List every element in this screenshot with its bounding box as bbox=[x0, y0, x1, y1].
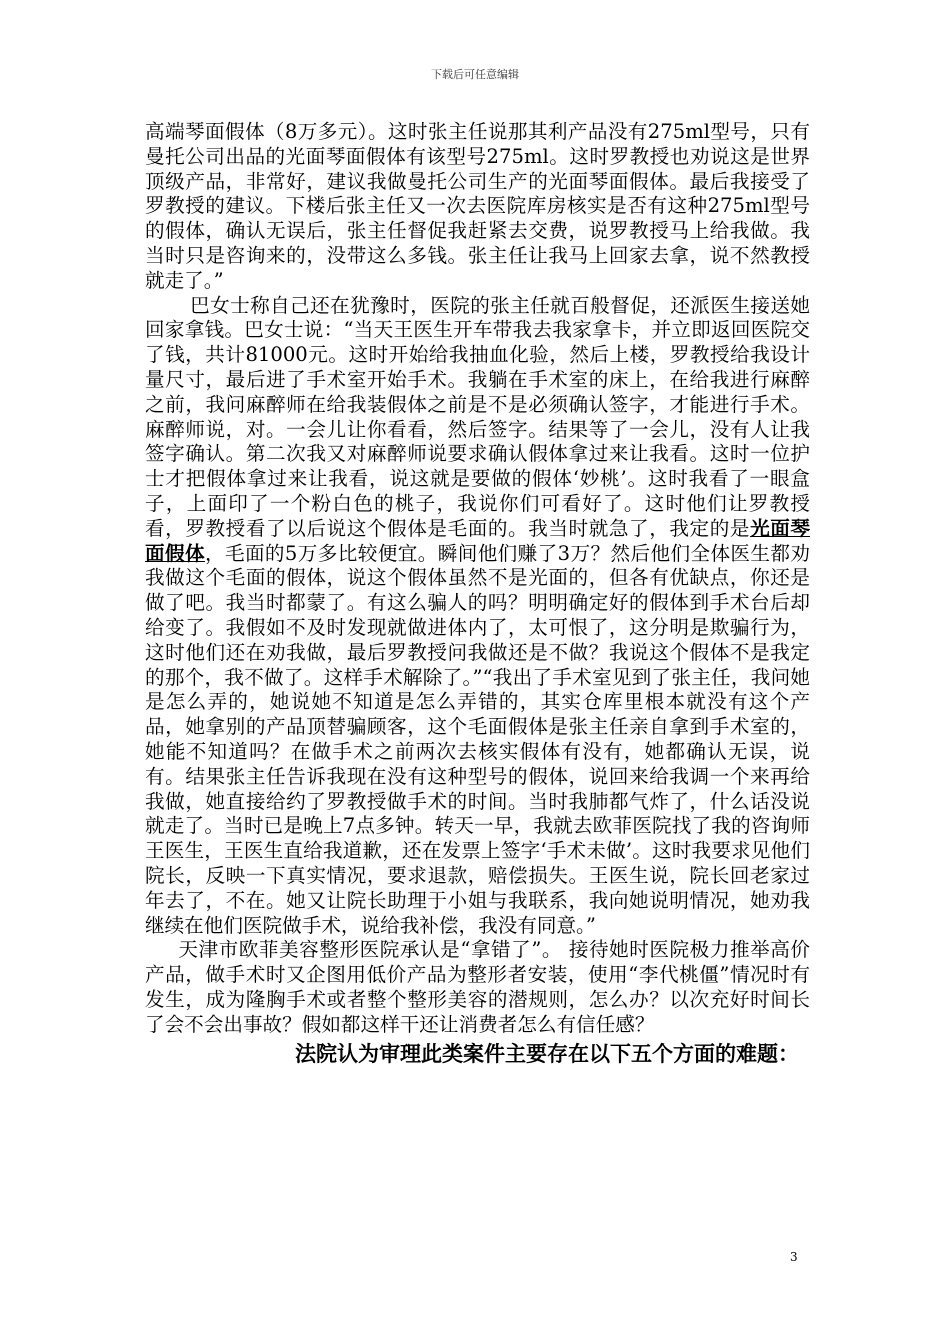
emphasized-phrase: 光面琴面假体 bbox=[145, 516, 811, 565]
page-header: 下载后可任意编辑 bbox=[431, 68, 519, 81]
section-heading bbox=[145, 1039, 810, 1069]
paragraph-2-part-2: ，毛面的5万多比较便宜。瞬间他们赚了3万？然后他们全体医生都劝我做这个毛面的假体，说这个假体虽然不是光面的，但各有优缺点，你还是做了吧。我当时都蒙了。有这么骗人的吗？明明确定好的假体到手术台后却给变了。我假如不及时发现就做进体内了，太可恨了，这分明是欺骗行为，这时他们还在劝我做，最后罗教授问我做还是不做？我说这个假体不是我定的那个，我不做了。这样手术解除了。”“我出了手术室见到了张主任，我问她是怎么弄的，她说她不知道是怎么弄错的，其实仓库里根本就没有这个产品，她拿别的产品顶替骗顾客，这个毛面假体是张主任亲自拿到手术室的，她能不知道吗？在做手术之前两次去核实假体有没有，她都确认无误，说有。结果张主任告诉我现在没有这种型号的假体，说回来给我调一个来再给我做，她直接给约了罗教授做手术的时间。当时我肺都气炸了，什么话没说就走了。当时已是晚上7点多钟。转天一早，我就去欧菲医院找了我的咨询师王医生，王医生直给我道歉，还在发票上签字‘手术未做’。这时我要求见他们院长，反映一下真实情况，要求退款，赔偿损失。王医生说，院长回老家过年去了，不在。她又让院长助理于小姐与我联系，我向她说明情况，她劝我继续在他们医院做手术，说给我补偿，我没有同意。” bbox=[145, 541, 810, 937]
document-body bbox=[145, 120, 810, 1069]
paragraph-2 bbox=[145, 294, 810, 939]
page-number: 3 bbox=[790, 1250, 798, 1264]
paragraph-1: 高端琴面假体（8万多元）。这时张主任说那其利产品没有275ml型号，只有曼托公司出品的光面琴面假体有该型号275ml。这时罗教授也劝说这是世界顶级产品，非常好，建议我做曼托公司生产的光面琴面假体。最后我接受了罗教授的建议。下楼后张主任又一次去医院库房核实是否有这种275ml型号的假体，确认无误后，张主任督促我赶紧去交费，说罗教授马上给我做。我当时只是咨询来的，没带这么多钱。张主任让我马上回家去拿，说不然教授就走了。” bbox=[145, 120, 810, 292]
section-heading-text: 法院认为审理此类案件主要存在以下五个方面的难题： bbox=[295, 1042, 799, 1067]
paragraph-2-part-1: 巴女士称自己还在犹豫时，医院的张主任就百般督促，还派医生接送她回家拿钱。巴女士说：“当天王医生开车带我去我家拿卡，并立即返回医院交了钱，共计81000元。这时开始给我抽血化验，然后上楼，罗教授给我设计量尺寸，最后进了手术室开始手术。我躺在手术室的床上，在给我进行麻醉之前，我问麻醉师在给我装假体之前是不是必须确认签字，才能进行手术。麻醉师说，对。一会儿让你看看，然后签字。结果等了一会儿，没有人让我签字确认。第二次我又对麻醉师说要求确认假体拿过来让我看。这时一位护士才把假体拿过来让我看，说这就是要做的假体‘妙桃’。这时我看了一眼盒子，上面印了一个粉白色的桃子，我说你们可看好了。这时他们让罗教授看，罗教授看了以后说这个假体是毛面的。我当时就急了，我定的是 bbox=[145, 293, 810, 540]
paragraph-3: 天津市欧菲美容整形医院承认是“拿错了”。 接待她时医院极力推举高价产品，做手术时又企图用低价产品为整形者安装，使用“李代桃僵”情况时有发生，成为隆胸手术或者整个整形美容的潜规则，怎么办？以次充好时间长了会不会出事故？假如都这样干还让消费者怎么有信任感？ bbox=[145, 938, 810, 1036]
